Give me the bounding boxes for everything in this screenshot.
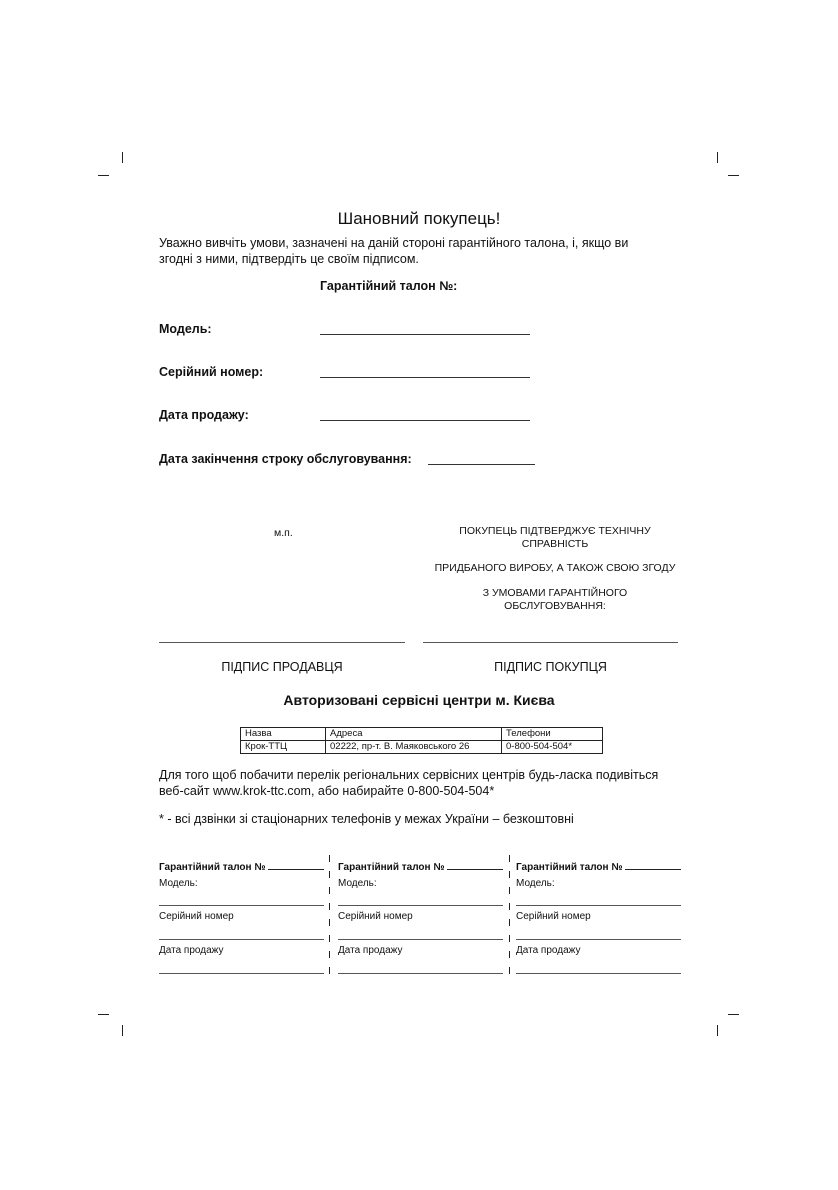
stub-model-field[interactable] xyxy=(516,905,681,906)
stub-model-field[interactable] xyxy=(159,905,324,906)
table-header-row xyxy=(241,728,603,741)
stub-date-label: Дата продажу xyxy=(516,945,581,956)
table-cell: Крок-ТТЦ xyxy=(241,741,326,754)
stub-title: Гарантійний талон № xyxy=(516,862,623,873)
stub-date-label: Дата продажу xyxy=(159,945,224,956)
stub-serial-label: Серійний номер xyxy=(159,911,234,922)
stub-model-label: Модель: xyxy=(516,878,555,889)
seller-signature-line[interactable] xyxy=(159,642,405,643)
stub-serial-field[interactable] xyxy=(516,939,681,940)
end-date-field[interactable] xyxy=(428,464,535,465)
buyer-confirmation: ПРИДБАНОГО ВИРОБУ, А ТАКОЖ СВОЮ ЗГОДУ xyxy=(434,562,676,574)
buyer-confirmation: ПОКУПЕЦЬ ПІДТВЕРДЖУЄ ТЕХНІЧНУ xyxy=(459,525,651,537)
service-heading: Авторизовані сервісні центри м. Києва xyxy=(283,692,555,708)
warranty-number-label: Гарантійний талон №: xyxy=(320,279,458,293)
crop-mark xyxy=(122,1025,123,1036)
serial-field[interactable] xyxy=(320,377,530,378)
crop-mark xyxy=(98,175,109,176)
serial-label: Серійний номер: xyxy=(159,365,264,379)
sale-date-label: Дата продажу: xyxy=(159,408,249,422)
stub-date-field[interactable] xyxy=(516,973,681,974)
buyer-confirmation: ОБСЛУГОВУВАННЯ: xyxy=(504,600,606,612)
stub-model-field[interactable] xyxy=(338,905,503,906)
stub-model-label: Модель: xyxy=(338,878,377,889)
cut-line xyxy=(509,855,510,980)
stub-number-field[interactable] xyxy=(625,860,681,870)
table-cell: 0-800-504-504* xyxy=(502,741,603,754)
table-header-cell: Телефони xyxy=(502,728,603,741)
stub-title: Гарантійний талон № xyxy=(159,862,266,873)
stub-date-field[interactable] xyxy=(338,973,503,974)
stub-serial-field[interactable] xyxy=(338,939,503,940)
footnote: * - всі дзвінки зі стаціонарних телефонів у межах України – безкоштовні xyxy=(159,812,574,826)
table-cell: 02222, пр-т. В. Маяковського 26 xyxy=(326,741,502,754)
intro-text: Уважно вивчіть умови, зазначені на даній стороні гарантійного талона, і, якщо ви xyxy=(159,236,629,250)
table-header-cell: Назва xyxy=(241,728,326,741)
model-label: Модель: xyxy=(159,322,212,336)
crop-mark xyxy=(728,1014,739,1015)
crop-mark xyxy=(717,152,718,163)
stub-serial-field[interactable] xyxy=(159,939,324,940)
stub-serial-label: Серійний номер xyxy=(516,911,591,922)
page-title: Шановний покупець! xyxy=(337,209,501,228)
table-header-cell: Адреса xyxy=(326,728,502,741)
stub-number-field[interactable] xyxy=(268,860,324,870)
buyer-signature-label: ПІДПИС ПОКУПЦЯ xyxy=(494,660,607,674)
buyer-signature-line[interactable] xyxy=(423,642,678,643)
crop-mark xyxy=(728,175,739,176)
seller-signature-label: ПІДПИС ПРОДАВЦЯ xyxy=(221,660,343,674)
crop-mark xyxy=(717,1025,718,1036)
sale-date-field[interactable] xyxy=(320,420,530,421)
stamp-label: м.п. xyxy=(274,527,293,539)
stub-title: Гарантійний талон № xyxy=(338,862,445,873)
buyer-confirmation: З УМОВАМИ ГАРАНТІЙНОГО xyxy=(482,587,628,599)
stub-model-label: Модель: xyxy=(159,878,198,889)
table-row xyxy=(241,741,603,754)
stub-date-label: Дата продажу xyxy=(338,945,403,956)
crop-mark xyxy=(98,1014,109,1015)
buyer-confirmation: СПРАВНІСТЬ xyxy=(521,538,589,550)
end-date-label: Дата закінчення строку обслуговування: xyxy=(159,452,412,466)
service-note: Для того щоб побачити перелік регіональних сервісних центрів будь-ласка подивіться xyxy=(159,768,659,782)
stub-number-field[interactable] xyxy=(447,860,503,870)
stub-date-field[interactable] xyxy=(159,973,324,974)
model-field[interactable] xyxy=(320,334,530,335)
intro-text: згодні з ними, підтвердіть це своїм підписом. xyxy=(159,252,419,266)
stub-serial-label: Серійний номер xyxy=(338,911,413,922)
service-table xyxy=(240,727,603,754)
service-note: веб-сайт www.krok-ttc.com, або набирайте 0-800-504-504* xyxy=(159,784,495,798)
cut-line xyxy=(329,855,330,980)
crop-mark xyxy=(122,152,123,163)
